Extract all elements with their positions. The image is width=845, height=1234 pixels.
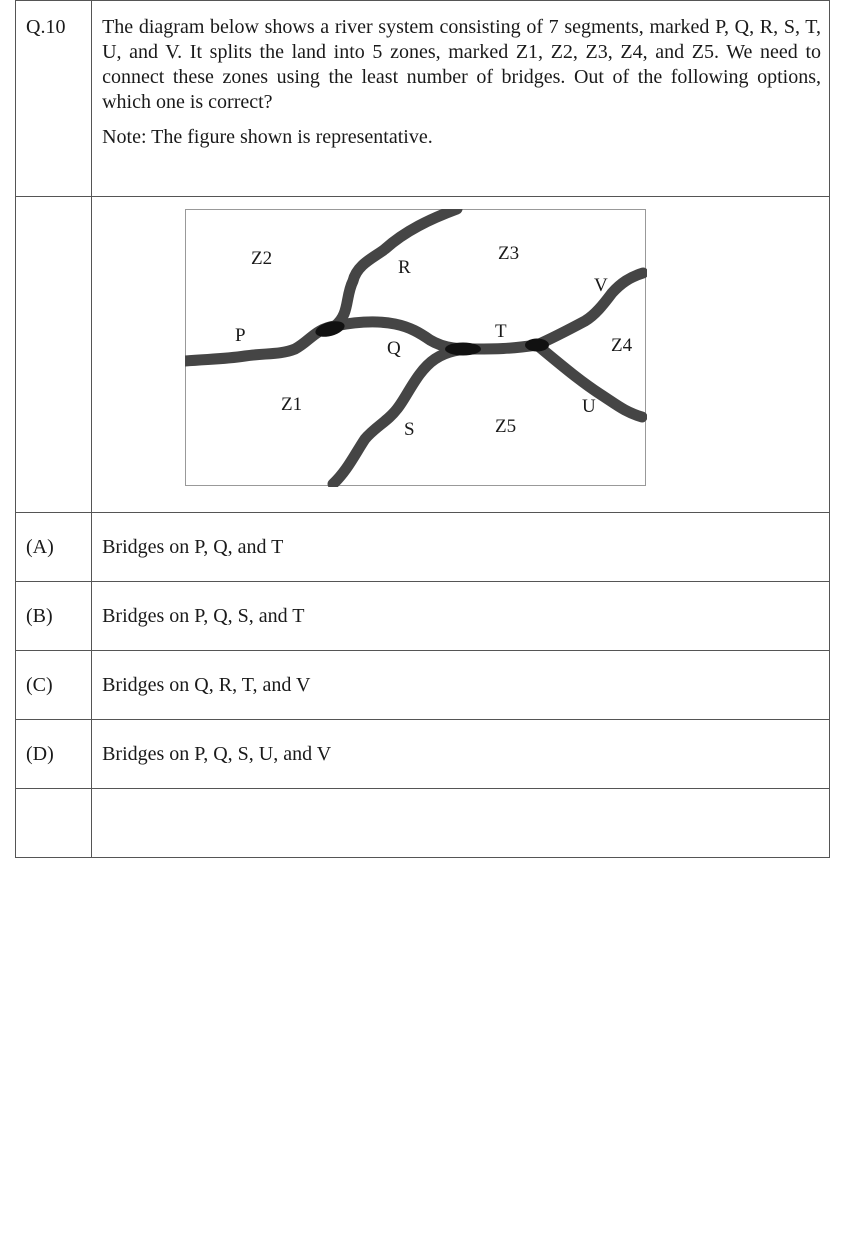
option-label: (B) <box>16 582 92 651</box>
segment-label-r: R <box>398 257 411 278</box>
segment-label-t: T <box>495 321 507 342</box>
option-label: (A) <box>16 513 92 582</box>
question-row <box>16 1 830 197</box>
question-note: Note: The figure shown is representative. <box>102 126 433 148</box>
zone-label-z4: Z4 <box>611 335 633 356</box>
zone-label-z2: Z2 <box>251 248 273 269</box>
segment-label-s: S <box>404 419 415 440</box>
empty-number-cell <box>16 789 92 858</box>
segment-label-p: P <box>235 325 246 346</box>
empty-row <box>16 789 830 858</box>
figure-wrap <box>92 197 829 512</box>
zone-label-z3: Z3 <box>498 243 520 264</box>
option-text[interactable]: Bridges on Q, R, T, and V <box>92 651 830 720</box>
question-body <box>92 1 830 197</box>
figure-cell <box>92 197 830 513</box>
option-row-b[interactable] <box>16 582 830 651</box>
option-row-d[interactable] <box>16 720 830 789</box>
option-text[interactable]: Bridges on P, Q, S, and T <box>92 582 830 651</box>
option-row-a[interactable] <box>16 513 830 582</box>
river-diagram <box>185 209 647 487</box>
junction-qst <box>445 343 481 356</box>
question-table <box>15 0 830 858</box>
segment-label-v: V <box>594 275 608 296</box>
segment-label-q: Q <box>387 338 401 359</box>
question-stem: The diagram below shows a river system consisting of 7 segments, marked P, Q, R, S, T, U, and V. It splits the land into 5 zones, marked Z1, Z2, Z3, Z4, and Z5. We need to connect these zones using the least number of bridges. Out of the following options, which one is correct? <box>102 16 821 113</box>
option-text[interactable]: Bridges on P, Q, S, U, and V <box>92 720 830 789</box>
junction-tuv <box>525 339 549 352</box>
zone-label-z1: Z1 <box>281 394 303 415</box>
zone-label-z5: Z5 <box>495 416 517 437</box>
segment-label-u: U <box>582 396 596 417</box>
figure-row <box>16 197 830 513</box>
option-row-c[interactable] <box>16 651 830 720</box>
option-label: (C) <box>16 651 92 720</box>
question-number: Q.10 <box>16 1 92 197</box>
empty-body-cell <box>92 789 830 858</box>
option-label: (D) <box>16 720 92 789</box>
figure-row-number-cell <box>16 197 92 513</box>
option-text[interactable]: Bridges on P, Q, and T <box>92 513 830 582</box>
